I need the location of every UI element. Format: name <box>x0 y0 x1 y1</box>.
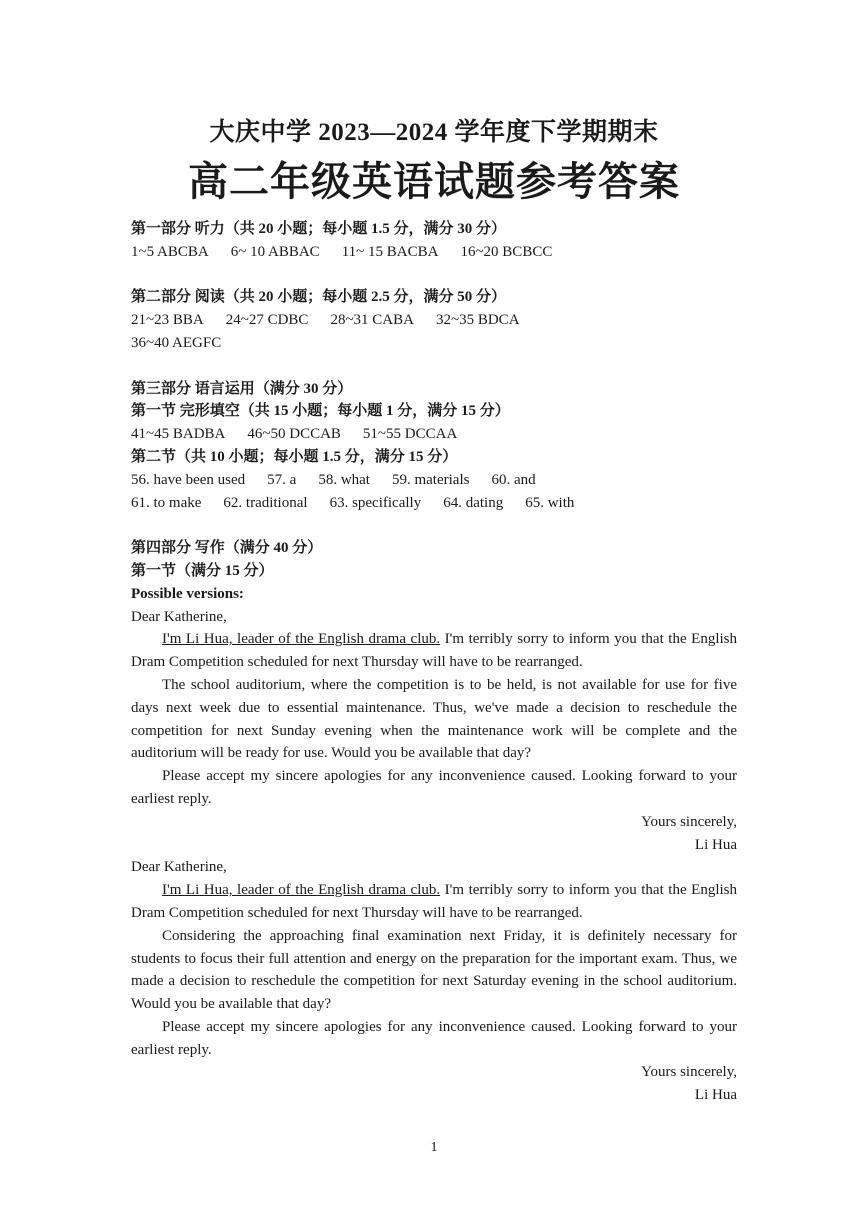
answer-item: 63. specifically <box>329 494 422 511</box>
answer-group: 6~ 10 ABBAC <box>230 243 320 260</box>
letter-intro <box>131 879 737 925</box>
answer-group: 24~27 CDBC <box>225 312 309 329</box>
answer-group: 11~ 15 BACBA <box>341 243 439 260</box>
part3-section2-row2 <box>131 492 737 515</box>
letter-intro-underlined: I'm Li Hua, leader of the English drama club. <box>162 882 441 899</box>
answer-group: 46~50 DCCAB <box>247 426 341 443</box>
versions-label: Possible versions: <box>131 585 244 602</box>
letter-intro-underlined: I'm Li Hua, leader of the English drama club. <box>162 631 441 648</box>
answer-group: 36~40 AEGFC <box>131 334 222 351</box>
answer-item: 64. dating <box>443 494 504 511</box>
part2-answers-row1 <box>131 309 737 332</box>
answer-item: 59. materials <box>391 471 470 488</box>
part3-heading: 第三部分 语言运用（满分 30 分） <box>131 380 353 397</box>
letter-closing: Yours sincerely, <box>641 1064 737 1081</box>
answer-group: 51~55 DCCAA <box>362 426 458 443</box>
letter-signature: Li Hua <box>694 1087 737 1104</box>
answer-item: 60. and <box>491 471 536 488</box>
letter-intro <box>131 628 737 674</box>
answer-group: 41~45 BADBA <box>131 426 226 443</box>
page-number: 1 <box>430 1140 438 1155</box>
letter-body: Considering the approaching final examination next Friday, it is definitely necessary for students to focus their full attention and energy on the preparation for the important exam. Thus, we made a decision to reschedule the competition for next Saturday evening in the school auditorium. Would you be available that day? <box>131 927 737 1013</box>
part1-answers <box>131 241 737 264</box>
document-title: 高二年级英语试题参考答案 <box>188 159 680 204</box>
letter-intro-rest: I'm terribly sorry to inform you that the English Dram Competition scheduled for next Thursday will have to be rearranged. <box>131 631 737 671</box>
part2-answers-row2 <box>131 332 737 355</box>
letter-intro-rest: I'm terribly sorry to inform you that the English Dram Competition scheduled for next Thursday will have to be rearranged. <box>131 882 737 921</box>
letter-closing: Yours sincerely, <box>641 813 737 830</box>
letter-closing-paragraph: Please accept my sincere apologies for any inconvenience caused. Looking forward to your earliest reply. <box>131 1018 737 1058</box>
answer-group: 28~31 CABA <box>330 312 414 329</box>
document-subtitle: 大庆中学 2023—2024 学年度下学期期末 <box>209 119 659 146</box>
letter-greeting: Dear Katherine, <box>131 608 227 625</box>
letter-closing-paragraph: Please accept my sincere apologies for any inconvenience caused. Looking forward to your earliest reply. <box>131 768 737 807</box>
part3-section1-heading: 第一节 完形填空（共 15 小题；每小题 1 分，满分 15 分） <box>131 403 510 420</box>
answer-item: 57. a <box>267 471 297 488</box>
document-body <box>131 218 737 1107</box>
part1-heading: 第一部分 听力（共 20 小题；每小题 1.5 分，满分 30 分） <box>131 221 507 237</box>
sample-letter-1 <box>131 606 737 857</box>
part3-section2-row1 <box>131 469 737 492</box>
letter-body: The school auditorium, where the competition is to be held, is not available for use for five days next week due to essential maintenance. Thus, we've made a decision to reschedule the competition for next Sunday evening when the maintenance work will be complete and the auditorium will be ready for use. Would you be available that day? <box>131 676 737 762</box>
answer-group: 32~35 BDCA <box>435 312 520 329</box>
part3-section2-heading: 第二节（共 10 小题；每小题 1.5 分，满分 15 分） <box>131 448 458 465</box>
answer-group: 21~23 BBA <box>131 312 204 329</box>
part4-section1-heading: 第一节（满分 15 分） <box>131 562 274 579</box>
part3-section1-answers <box>131 423 737 446</box>
answer-item: 65. with <box>525 494 575 511</box>
letter-signature: Li Hua <box>694 836 737 853</box>
answer-item: 56. have been used <box>131 471 246 488</box>
answer-item: 58. what <box>318 471 370 488</box>
part4-heading: 第四部分 写作（满分 40 分） <box>131 540 323 557</box>
answer-group: 1~5 ABCBA <box>131 243 209 260</box>
sample-letter-2 <box>131 856 737 1107</box>
answer-group: 16~20 BCBCC <box>460 243 553 260</box>
part2-heading: 第二部分 阅读（共 20 小题；每小题 2.5 分，满分 50 分） <box>131 289 507 306</box>
answer-item: 62. traditional <box>223 494 308 511</box>
answer-item: 61. to make <box>131 494 202 511</box>
letter-greeting: Dear Katherine, <box>131 859 227 876</box>
